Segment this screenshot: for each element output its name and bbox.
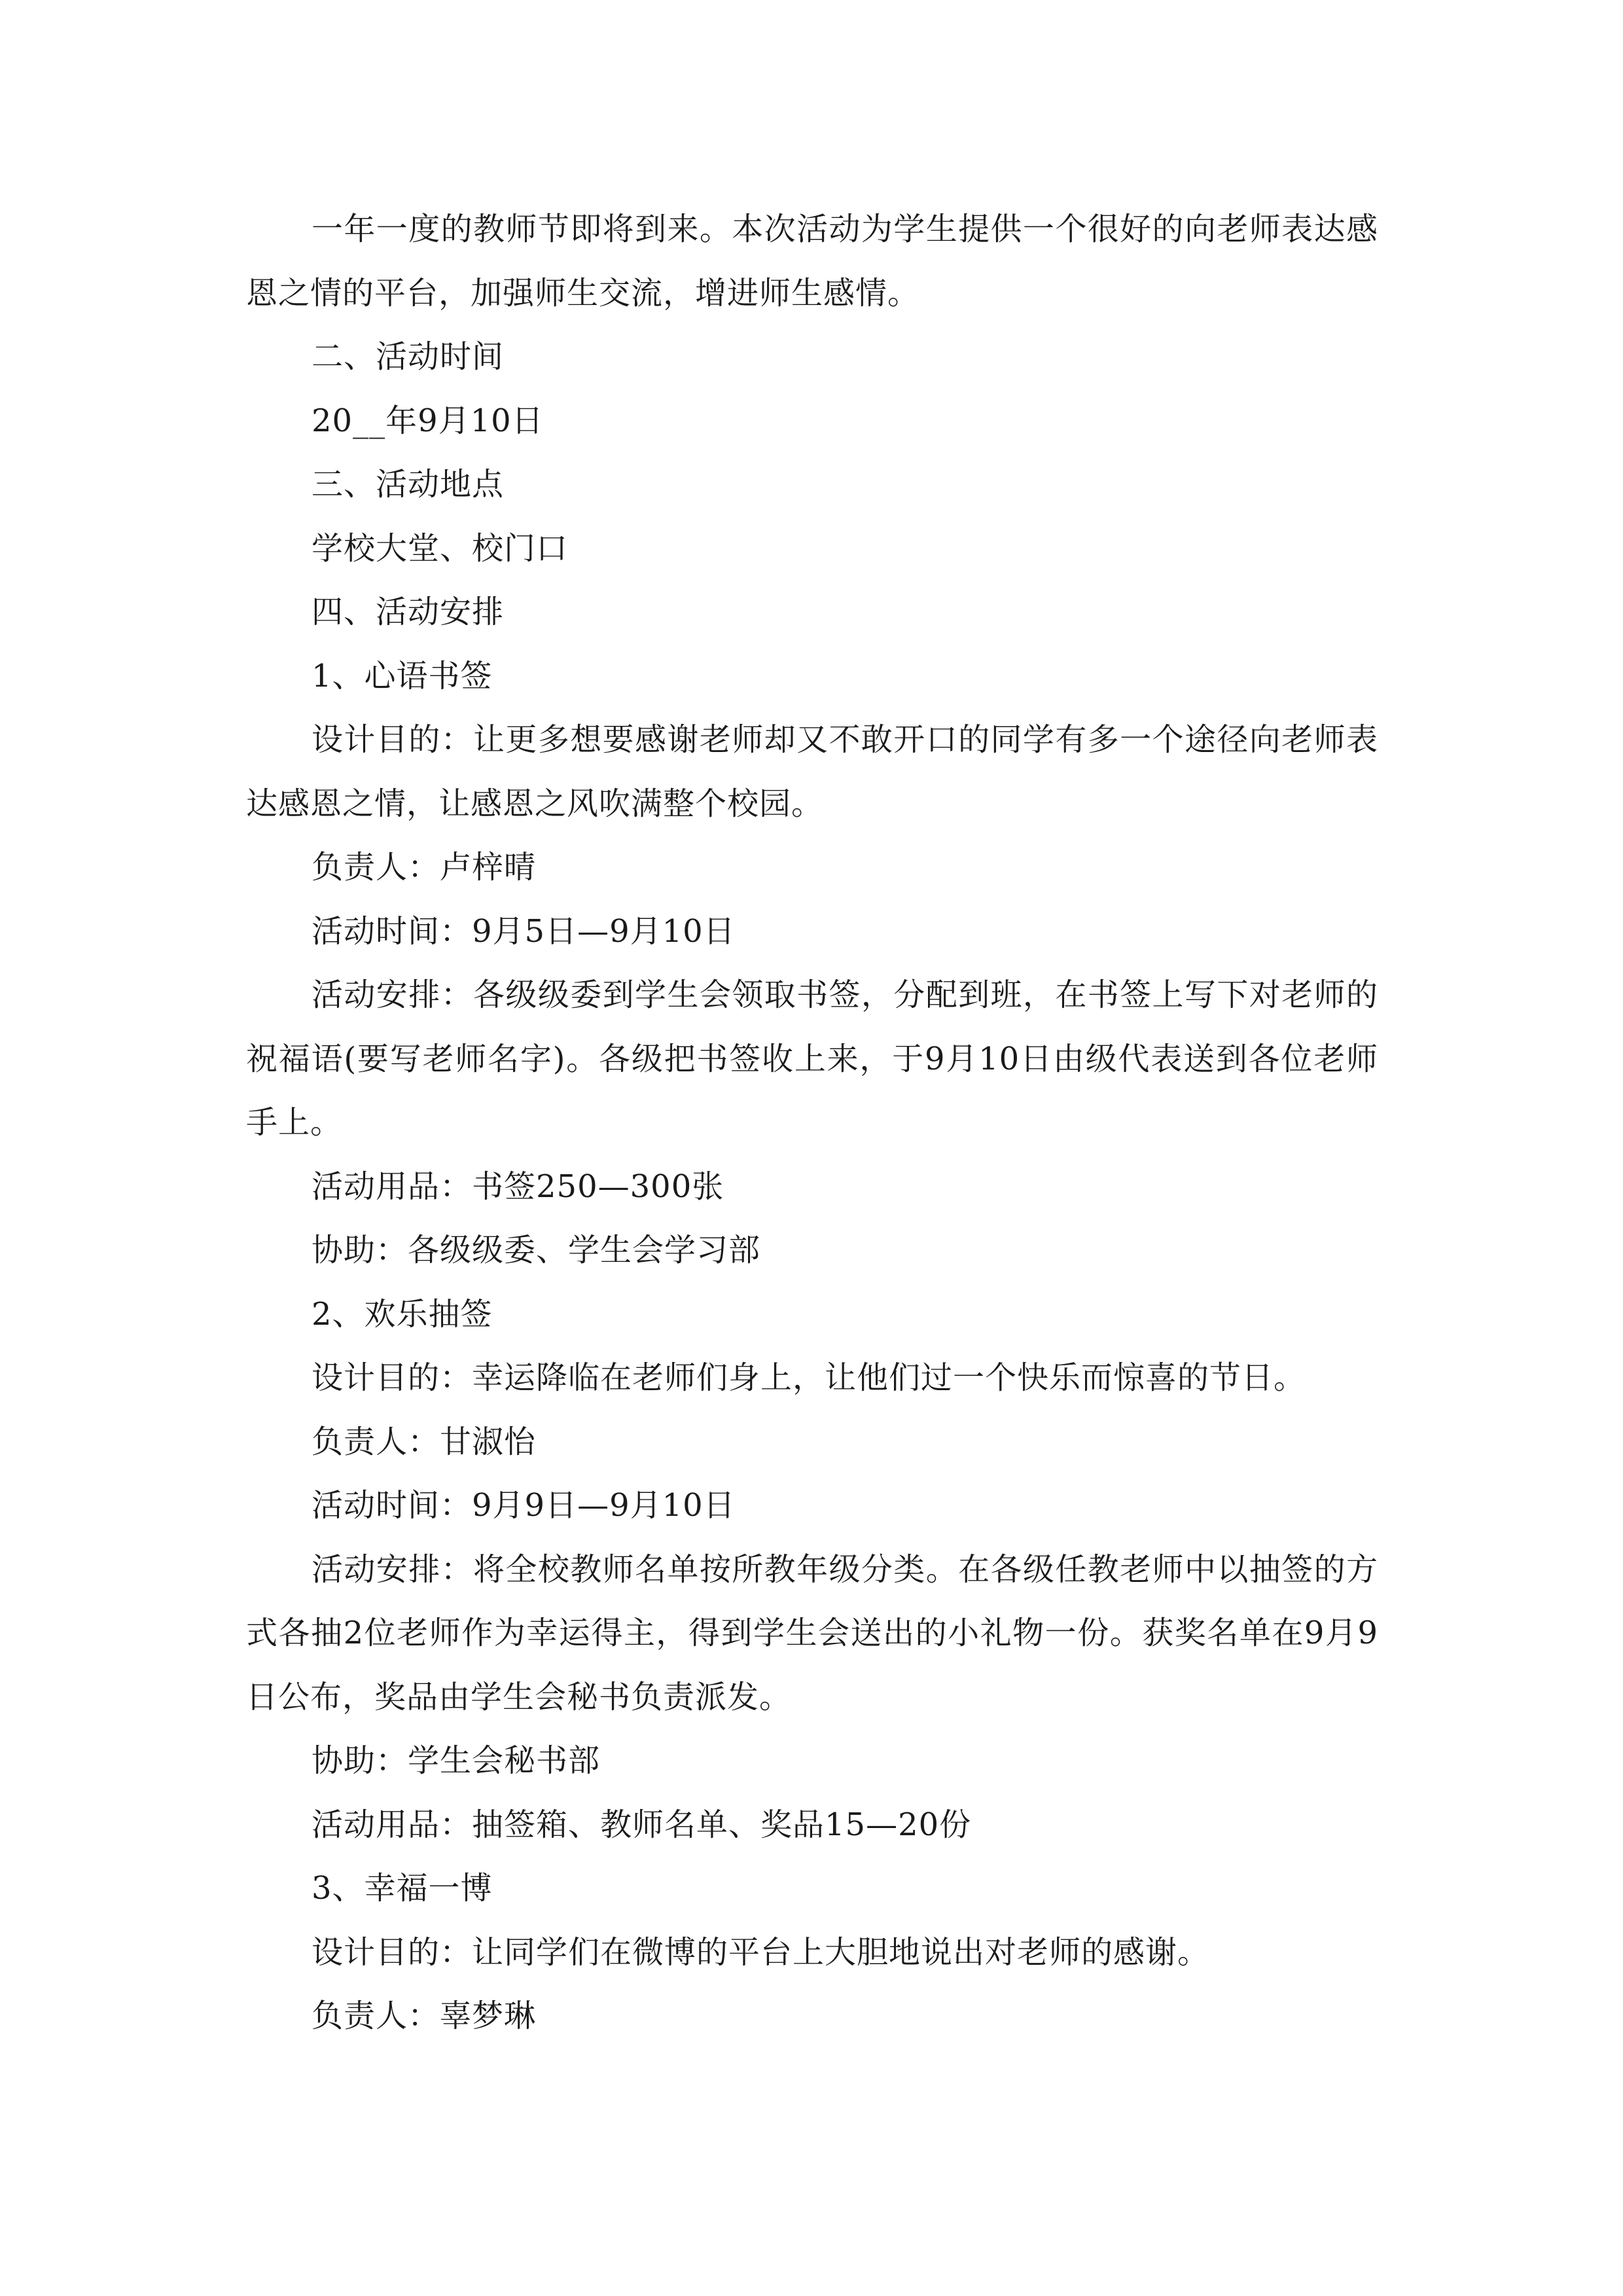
- event-location: 学校大堂、校门口: [312, 529, 569, 567]
- activity-1-assist: 协助：各级级委、学生会学习部: [312, 1232, 761, 1268]
- activity-1-supplies: 活动用品：书签250—300张: [312, 1168, 724, 1205]
- activity-1-title: 1、心语书签: [312, 657, 493, 694]
- section-heading-time: 二、活动时间: [312, 338, 505, 375]
- activity-2-purpose: 设计目的：幸运降临在老师们身上，让他们过一个快乐而惊喜的节日。: [312, 1359, 1306, 1396]
- activity-1-purpose: 设计目的：让更多想要感谢老师却又不敢开口的同学有多一个途径向老师表达感恩之情，让感恩之风吹满整个校园。: [246, 721, 1378, 822]
- activity-2-time: 活动时间：9月9日—9月10日: [312, 1487, 736, 1524]
- activity-2-assist: 协助：学生会秘书部: [312, 1742, 601, 1779]
- intro-paragraph: 一年一度的教师节即将到来。本次活动为学生提供一个很好的向老师表达感恩之情的平台，加强师生交流，增进师生感情。: [246, 211, 1378, 312]
- activity-1-time: 活动时间：9月5日—9月10日: [312, 912, 736, 950]
- activity-2-title: 2、欢乐抽签: [312, 1295, 493, 1333]
- section-heading-location: 三、活动地点: [312, 466, 505, 503]
- document-body: [246, 198, 1378, 2049]
- activity-2-arrangement: 活动安排：将全校教师名单按所教年级分类。在各级任教老师中以抽签的方式各抽2位老师作为幸运得主，得到学生会送出的小礼物一份。获奖名单在9月9日公布，奖品由学生会秘书负责派发。: [246, 1551, 1378, 1715]
- activity-2-supplies: 活动用品：抽签箱、教师名单、奖品15—20份: [312, 1806, 972, 1843]
- activity-1-owner: 负责人：卢梓晴: [312, 849, 537, 886]
- section-heading-arrangement: 四、活动安排: [312, 594, 505, 630]
- activity-2-owner: 负责人：甘淑怡: [312, 1423, 537, 1460]
- activity-1-arrangement: 活动安排：各级级委到学生会领取书签，分配到班，在书签上写下对老师的祝福语(要写老师名字)。各级把书签收上来，于9月10日由级代表送到各位老师手上。: [246, 977, 1378, 1141]
- activity-3-owner: 负责人：辜梦琳: [312, 1998, 537, 2034]
- activity-3-purpose: 设计目的：让同学们在微博的平台上大胆地说出对老师的感谢。: [312, 1933, 1210, 1971]
- event-date: 20__年9月10日: [312, 402, 544, 439]
- activity-3-title: 3、幸福一博: [312, 1870, 493, 1907]
